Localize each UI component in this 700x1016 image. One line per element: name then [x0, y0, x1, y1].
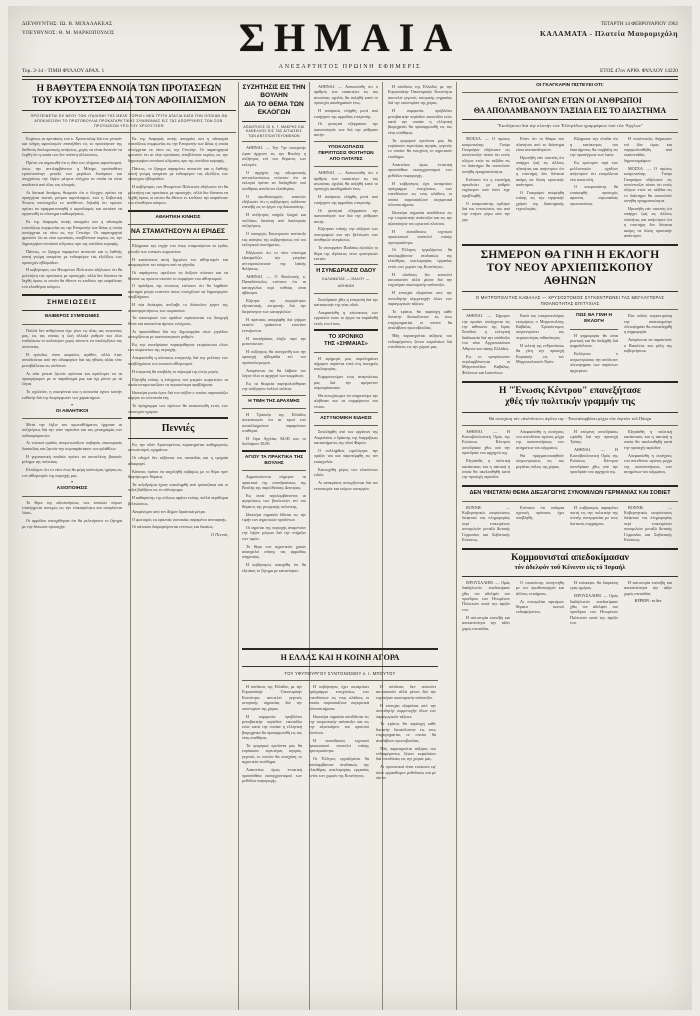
column-divider-2 — [238, 82, 239, 1010]
masthead-rule-second — [22, 79, 678, 80]
common-market-rule-2 — [242, 680, 438, 681]
police-body: Συνελήφθη υπό των οργάνων της Ασφαλείας ο δράστης της διαρρήξεως καταστήματος της οδού Φαρών. Ο συλληφθείς ωμολόγησε την πράξιν του και παρεπέμφθη εις τον εισαγγελέα. Κατεσχέθη μέρος των κλαπέντων ειδών. Αι ανακρίσεις συνεχίζονται διά τον εντοπισμόν και ετέρων συνεργών. — [314, 429, 378, 491]
center-union-rule-2 — [462, 425, 678, 426]
union-road-body: Συνεδρίασε χθες η επιτροπή διά την κατασκευήν της νέας οδού. Απεφασίσθη η επίσπευσις των εργασιών ώστε το έργον να παραδοθή εντός του έτους. — [314, 296, 378, 326]
center-union-col-b — [516, 429, 564, 483]
price-body: Η Τράπεζα της Ελλάδος ανεκοίνωσεν ότι αι τιμαί των συναλλαγμάτων παραμένουν σταθεραί. Η λίρα Αγγλίας 84,00 και το δολλάριον 30,00. — [242, 411, 306, 447]
column-right-package — [462, 82, 678, 1010]
masthead-right-info — [518, 20, 678, 38]
column-divider-5 — [456, 82, 457, 1010]
parliament-rule — [242, 121, 306, 122]
archbishop-col-a — [462, 313, 510, 377]
communists-body-b: Ο επισκέπτης συνηντήθη με τον πρωθυπουργόν και άλλους επισήμους. Αι συνομιλίαι αφεώρων θέματα κοινού ενδιαφέροντος. — [516, 579, 564, 615]
editor-line: ΔΙΕΥΘΥΝΤΗΣ: ΙΩ. Β. ΜΙΧΑΛΑΚΕΑΣ — [22, 21, 113, 27]
penny-title: Πεννιές — [161, 423, 195, 435]
gagarin-body-a: ΜΟΣΧΑ. — Ο πρώτος κοσμοναύτης Γιούρι Γκαγκάριν εδήλωσεν εις συνέντευξιν τύπου ότι εντός ολίγων ετών τα ταξίδια εις το διάστημα θα αποτελούν συνήθη πραγματικότητα. Ετόνισεν ότι η επιστήμη προοδεύει με ρυθμόν ταχύτερον από όσον είχε προβλεφθή. Ο κοσμοναύτης ομίλησε διά τας εντυπώσεις του από την πτήσιν γύρω από την γην. — [462, 136, 510, 222]
gagarin-kicker: ΟΙ ΓΚΑΓΚΑΡΙΝ ΠΙΣΤΕΥΕΙ ΟΤΙ: — [536, 83, 604, 88]
union-road-rule — [314, 264, 378, 265]
archbishop-how-title: ΠΩΣ ΘΑ ΓΙΝΗ Η ΕΚΛΟΓΗ — [576, 313, 612, 325]
lead-rule — [22, 110, 236, 111]
notes2-rule — [22, 418, 122, 419]
archbishop-headline-2: ΤΟΥ ΝΕΟΥ ΑΡΧΙΕΠΙΣΚΟΠΟΥ ΑΘΗΝΩΝ — [486, 262, 654, 288]
archbishop-col-b — [516, 313, 564, 377]
communists-headline-2: τόν ἀδελφόν τοῦ Κένεντυ εἰς τό Ἰσραήλ — [514, 564, 626, 572]
gagarin-subheadline: "Εκπλήκτου διά τήν κλοπήν τών Ἑλληνίδων γραμμάριον ὑπό τῶν Ἄγγλων" — [497, 123, 643, 129]
communists-col-d — [624, 580, 672, 634]
notes2-separator-dot: • — [70, 480, 74, 487]
germany-body-a: ΒΟΝΝΗ. — Κυβερνητικός εκπρόσωπος διέψευσε τας πληροφορίας περί επικειμένων συνομιλιών μεταξύ Δυτικής Γερμανίας και Σοβιετικής Ενώσεως. — [462, 504, 510, 542]
students-section-title: ΥΠΟΚΛΟΠΑΙΣΙΣ — [327, 144, 364, 150]
gagarin-rule — [462, 92, 678, 93]
germany-col-c — [570, 505, 618, 545]
germany-col-d — [624, 505, 672, 545]
center-union-col-d — [624, 429, 672, 483]
center-union-body-d: Εξητάσθη η πολιτική κατάστασις και η τακτική η οποία θα ακολουθηθή κατά την προσεχή περίοδον. Απεφασίσθη η συνέχισις του ανενδότου αγώνος μέχρι της ικανοποιήσεως των αιτημάτων του κόμματος. — [624, 428, 672, 475]
notes-separator-dot: • — [70, 402, 74, 409]
parliament-headline-1: ΣΥΖΗΤΗΣΙΣ ΕΙΣ ΤΗΝ ΒΟΥΛΗΝ — [242, 84, 306, 100]
newspaper-title: ΣΗΜΑΙΑ — [238, 15, 462, 60]
notes-top-rule — [22, 294, 122, 296]
communists-body-d: Η αστυνομία επενέβη και απεκατέστησε την τάξιν χωρίς επεισόδια. — [624, 579, 672, 596]
common-market-package — [242, 645, 438, 786]
archbishop-top-rule — [462, 244, 678, 246]
common-market-rule — [242, 666, 438, 667]
common-market-top-rule — [242, 648, 438, 650]
sport-body: Εξέφρασε την ευχήν του όπως σταματήσουν αι έριδες μεταξύ των τοπικών σωματείων. Η κατάστασις αυτή ζημιώνει τον αθλητισμόν και απομακρύνει τον κόσμον από τα γήπεδα. Οι παράγοντες οφείλουν να δείξουν σύνεσιν και να θέσουν ως πρώτον σκοπόν το συμφέρον του αθλητισμού. Ο πρόεδρος της ενώσεως ετόνισεν ότι θα ληφθούν αυστηρά μέτρα εναντίον όσων συνεχίζουν να δημιουργούν προβλήματα. Η νέα διοίκησις ανέλαβε το δύσκολον έργον της ανασυγκροτήσεως των σωματείων. Τα οικονομικά των ομάδων ευρίσκονται εις δυσχερή θέσιν και απαιτείται άμεσος ενίσχυσις. Αι προσπάθειαι διά την δημιουργίαν νέων γηπέδων συνεχίζονται με ικανοποιητικόν ρυθμόν. Εις την συνεδρίασιν παρευρέθησαν εκπρόσωποι όλων των σωματείων της περιοχής. Απεφασίσθη η σύστασις επιτροπής διά την μελέτην των προβλημάτων του τοπικού αθλητισμού. Η επιτροπή θα υποβάλη το πόρισμά της εντός μηνός. Εζητήθη επίσης η ενίσχυσις των μικρών σωματείων τα οποία αντιμετωπίζουν τα περισσότερα προβλήματα. Ιδιαιτέρα μνεία έγινε διά τον στίβον ο οποίος παρουσιάζει κάμψιν τα τελευταία έτη. Το πρόγραμμα των αγώνων θα ανακοινωθή εντός των προσεχών ημερών. — [128, 243, 228, 414]
price-rule — [242, 395, 306, 396]
gagarin-body-b: Είπεν ότι το θέαμα του πλανήτου από το διάστημα είναι ανεπανάληπτον. Ηρωτήθη εάν πιστεύη ότι υπάρχει ζωή εις άλλους πλανήτας και απήντησεν ότι η επιστήμη δεν δύναται ακόμη να δώση οριστικήν απάντησιν. Ο Γκαγκάριν ανεφέρθη επίσης εις την ειρηνικήν χρήσιν της διαστημικής τεχνολογίας. — [516, 136, 564, 212]
germany-col-b — [516, 505, 564, 545]
masthead — [22, 16, 678, 72]
archbishop-headline-1: ΣΗΜΕΡΟΝ ΘΑ ΓΙΝΗ Η ΕΚΛΟΓΗ — [480, 249, 660, 262]
common-market-body-b: Η κυβέρνησις έχει καταρτίσει πρόγραμμα ενισχύσεως των επενδύσεων εις τους κλάδους οι οποίοι παρουσιάζουν συγκριτικά πλεονεκτήματα. Ιδιαιτέρα σημασία αποδίδεται εις την τουριστικήν ανάπτυξιν και εις την αξιοποίησιν του ορυκτού πλούτου. Η εκπαίδευσις τεχνικού προσωπικού αποτελεί επίσης προτεραιότητα. Οι Έλληνες εργαζόμενοι θα απολαμβάνουν σταδιακώς της ελευθέρας κυκλοφορίας εργασίας εντός των χωρών της Κοινότητος. — [309, 684, 369, 778]
masthead-rule — [22, 76, 678, 77]
notes2-title: ΟΙ ΑΘΛΗΤΙΚΟΙ — [55, 408, 89, 414]
archbishop-rule — [462, 291, 678, 292]
police-rule — [314, 412, 378, 413]
center-union-col-c — [570, 429, 618, 483]
notes-body: Πολλά δεν ανθρώπινα είχε γίνει εις όλας τας κοινωνίας μας, εις τας οποίας η ζωή άλλαξε ρυθμόν και όλοι επιδιώκουν το καλύτερον χωρίς πάντοτε να υπολογίζουν τας συνεπείας. Η πρόοδος είναι ασφαλώς αγαθόν, αλλά όταν συνοδεύεται από την αδιαφορίαν διά τας ηθικάς αξίας τότε μεταβάλλεται εις κίνδυνον. Αι νέαι γενεαί ζητούν πρότυπα και οφείλομεν να τα προσφέρωμεν με το παράδειγμά μας και όχι μόνον με τα λόγια. Το σχολείον, η οικογένεια και η κοινωνία έχουν κοινήν ευθύνην διά την διαμόρφωσιν των χαρακτήρων. — [22, 327, 122, 400]
gagarin-col-d — [624, 136, 672, 241]
sport-headline: ΝΑ ΣΤΑΜΑΤΗΣΟΥΝ ΑΙ ΕΡΙΔΕΣ — [131, 228, 225, 236]
archbishop-rule-2 — [462, 309, 678, 310]
police-title: ΑΣΤΥΝΟΜΙΚΗ ΕΙΔΗΣΙΣ — [320, 416, 372, 422]
common-market-col-c — [376, 684, 436, 786]
parliament-headline-2: ΔΙΑ ΤΟ ΘΕΜΑ ΤΩΝ ΕΚΛΟΓΩΝ — [244, 100, 304, 117]
gagarin-headline-1: ΕΝΤΟΣ ΟΛΙΓΩΝ ΕΤΩΝ ΟΙ ΑΝΘΡΩΠΟΙ — [498, 96, 642, 106]
column-divider-3 — [309, 82, 310, 1010]
lead-headline-line2: ΤΟΥ ΚΡΟΥΣΤΣΕΦ ΔΙΑ ΤΟΝ ΑΦΟΠΛΙΣΜΟΝ — [32, 95, 226, 106]
sport-rule — [128, 224, 228, 225]
column-3 — [242, 82, 306, 1010]
germany-body-d: ΒΟΝΝΗ. — Κυβερνητικός εκπρόσωπος διέψευσε τας πληροφορίας περί επικειμένων συνομιλιών μεταξύ Δυτικής Γερμανίας και Σοβιετικής Ενώσεως. — [624, 504, 672, 542]
newspaper-subtitle: ΑΝΕΞΑΡΤΗΤΟΣ ΠΡΩΙΝΗ ΕΦΗΜΕΡΙΣ — [278, 64, 422, 70]
germany-body-b: Ετόνισεν ότι ουδεμία σχετική πρότασις έχει υποβληθή. — [516, 504, 564, 521]
volume-price: Τομ. 2-14 - ΤΙΜΗ ΦΥΛΛΟΥ ΔΡΑΧ. 1 — [22, 68, 105, 74]
column-5 — [388, 82, 452, 1010]
columns-container — [22, 82, 678, 1010]
column-1-body — [22, 136, 122, 537]
germany-top-rule — [462, 485, 678, 487]
issue-date: ΤΕΤΑΡΤΗ 14 ΦΕΒΡΟΥΑΡΙΟΥ 1962 — [600, 21, 678, 27]
lead-rule-2 — [22, 132, 236, 133]
gagarin-headline-2: ΘΑ ΑΠΟΛΑΜΒΑΝΟΥΝ ΤΑΞΙΔΙΑ ΕΙΣ ΤΟ ΔΙΑΣΤΗΜΑ — [473, 106, 667, 116]
gagarin-col-b — [516, 136, 564, 241]
germany-headline: ΔΕΝ ΥΦΙΣΤΑΤΑΙ ΘΕΜΑ ΔΙΕΞΑΓΩΓΗΣ ΣΥΝΟΜΙΛΙΩΝ ΓΕΡΜΑΝΙΑΣ ΚΑΙ ΣΟΒΙΕΤ — [469, 490, 671, 497]
column-5-top-body: Η σύνδεσις της Ελλάδος με την Ευρωπαϊκήν Οικονομικήν Κοινότητα αποτελεί γεγονός ιστορικής σημασίας διά την οικονομίαν της χώρας. Η συμφωνία προβλέπει μεταβατικήν περίοδον εικοσιδύο ετών κατά την οποίαν η ελληνική βιομηχανία θα προσαρμοσθή εις τας νέας συνθήκας. Τα γεωργικά προϊόντα μας θα ευρίσκουν ευρυτέρας αγοράς, γεγονός το οποίον θα ενισχύση το αγροτικόν εισόδημα. Απαιτείται όμως εντατική προσπάθεια εκσυγχρονισμού των μεθόδων παραγωγής. Η κυβέρνησις έχει καταρτίσει πρόγραμμα ενισχύσεως των επενδύσεων εις τους κλάδους οι οποίοι παρουσιάζουν συγκριτικά πλεονεκτήματα. Ιδιαιτέρα σημασία αποδίδεται εις την τουριστικήν ανάπτυξιν και εις την αξιοποίησιν του ορυκτού πλούτου. Η εκπαίδευσις τεχνικού προσωπικού αποτελεί επίσης προτεραιότητα. Οι Έλληνες εργαζόμενοι θα απολαμβάνουν σταδιακώς της ελευθέρας κυκλοφορίας εργασίας εντός των χωρών της Κοινότητος. Η σύνδεσις δεν αποτελεί αυτοσκοπόν αλλά μέσον διά την ταχυτέραν οικονομικήν ανάπτυξιν. Η επιτυχία εξαρτάται από την συνειδητήν συμμετοχήν όλων των παραγωγικών τάξεων. Το κράτος θα παράσχη κάθε δυνατήν διευκόλυνσιν εις τους επιχειρηματίας οι οποίοι θα αναλάβουν πρωτοβουλίας. Ήδη παρατηρείται αύξησις του ενδιαφέροντος ξένων κεφαλαίων διά επενδύσεις εις την χώραν μας. — [388, 84, 452, 349]
archbishop-body-d: Εάν ουδείς συγκεντρώση την απαιτουμένην πλειοψηφίαν θα επαναληφθή η ψηφοφορία. Αναμένεται να παραστούν ο Βασιλεύς και μέλη της κυβερνήσεως. — [624, 313, 672, 354]
common-market-headline: Η ΕΛΛΑΣ ΚΑΙ Η ΚΟΙΝΗ ΑΓΟΡΑ — [280, 653, 400, 662]
students-body: ΑΘΗΝΑΙ. — Ανεκοινώθη ότι ο αριθμός των εισακτέων εις τας ανωτάτας σχολάς θα αυξηθή κατά το προσεχές ακαδημαϊκόν έτος. Η απόφασις ελήφθη μετά από εισήγησιν της αρμοδίας επιτροπής. Οι φοιτηταί εξέφρασαν την ικανοποίησίν των διά την ρύθμισιν αυτήν. Εζήτησαν επίσης την αύξησιν των υποτροφιών και την βελτίωσιν των συνθηκών στεγάσεως. Το υπουργείον Παιδείας εξετάζει το θέμα της ιδρύσεως νέων φοιτητικών εστιών. — [314, 170, 378, 261]
center-union-body-b: Απεφασίσθη η συνέχισις του ανενδότου αγώνος μέχρι της ικανοποιήσεως των αιτημάτων του κόμματος. Θα πραγματοποιηθούν συγκεντρώσεις εις τας μεγάλας πόλεις της χώρας. — [516, 428, 564, 469]
penny-top-rule — [128, 417, 228, 419]
parliament-body: ΑΘΗΝΑΙ. — Την 7ην εσπερινήν ώραν ήρχισεν εις την Βουλήν η συζήτησις επί του θέματος των εκλογών. Ο αρχηγός της αξιωματικής αντιπολιτεύσεως ετόνισεν ότι αι εκλογαί πρέπει να διεξαχθούν υπό συνθήκας απολύτου ελευθερίας. Ο πρωθυπουργός απαντών εδήλωσεν ότι η κυβέρνησις ουδέποτε επενέβη εις το έργον της δικαιοσύνης. Η συζήτησις υπήρξε ζωηρά και πολλάκις διεκόπη από διαλογικάς συζητήσεις. Ο υπουργός Εσωτερικών ανέπτυξε τας απόψεις της κυβερνήσεως επί του εκλογικού συστήματος. Εδήλωσεν ότι το νέον σύστημα εξασφαλίζει την γνησίαν αντιπροσώπευσιν της λαϊκής θελήσεως. ΑΘΗΝΑΙ. — Ο Βουλευτής κ. Παπαδόπουλος ετόνισεν ότι αι καταγγελίαι περί νοθείας είναι αβάσιμοι. Εζήτησε την συγκρότησιν εξεταστικής επιτροπής διά την διερεύνησιν των καταγγελιών. Η πρότασις απερρίφθη διά ψήφων εκατόν τριάκοντα εναντίον ενενήκοντα. Η συνεδρίασις έληξε περί την μεσονύκτιον. Η συζήτησις θα συνεχισθή και την προσεχή εβδομάδα επί του προϋπολογισμού. Αναμένεται ότι θα λάβουν τον λόγον όλοι οι αρχηγοί των κομμάτων. Εις τα θεωρεία παρηκολούθησαν την συζήτησιν πολλοί πολίται. — [242, 145, 306, 392]
column-4 — [314, 82, 378, 1010]
sport-rule-2 — [128, 239, 228, 240]
penny-rule — [128, 438, 228, 439]
notes3-body: Το θέμα της αξιοποιήσεως των τοπικών πόρων επανέρχεται συνεχώς εις την επικαιρότητα και αναμένεται λύσις. Οι αρμόδιοι υπεσχέθησαν ότι θα μελετήσουν το ζήτημα με την δέουσαν προσοχήν. — [22, 499, 122, 529]
communists-col-b — [516, 580, 564, 634]
responsible-line: ΥΠΕΥΘΥΝΟΣ: Θ. Μ. ΜΑΡΚΟΠΟΥΛΟΣ — [22, 30, 115, 36]
column-4-top-body: ΑΘΗΝΑΙ. — Ανεκοινώθη ότι ο αριθμός των εισακτέων εις τας ανωτάτας σχολάς θα αυξηθή κατά το προσεχές ακαδημαϊκόν έτος. Η απόφασις ελήφθη μετά από εισήγησιν της αρμοδίας επιτροπής. Οι φοιτηταί εξέφρασαν την ικανοποίησίν των διά την ρύθμισιν αυτήν. — [314, 84, 378, 138]
notes3-title: ΑΞΙΟΠΟΙΗΣΙΣ — [56, 486, 88, 492]
common-market-body-a: Η σύνδεσις της Ελλάδος με την Ευρωπαϊκήν Οικονομικήν Κοινότητα αποτελεί γεγονός ιστορικής σημασίας διά την οικονομίαν της χώρας. Η συμφωνία προβλέπει μεταβατικήν περίοδον εικοσιδύο ετών κατά την οποίαν η ελληνική βιομηχανία θα προσαρμοσθή εις τας νέας συνθήκας. Τα γεωργικά προϊόντα μας θα ευρίσκουν ευρυτέρας αγοράς, γεγονός το οποίον θα ενισχύση το αγροτικόν εισόδημα. Απαιτείται όμως εντατική προσπάθεια εκσυγχρονισμού των μεθόδων παραγωγής. — [242, 684, 302, 783]
minutes-title: ΑΓΙΟΥ ΤΑ ΠΡΑΚΤΙΚΑ ΤΗΣ ΒΟΥΛΗΣ — [244, 454, 304, 466]
newspaper-sheet — [8, 6, 692, 1010]
students-rule — [314, 141, 378, 142]
notes-rule-2 — [22, 324, 122, 325]
parliament-kicker: ΑΠΑΝΤΗΣΙΣ ΟΙ Κ. Γ. ΜΑΚΡΗΣ ΚΑΙ ΚΑΝΕΛΛΟΣ ΕΙΣ ΤΑΣ ΑΙΤΙΑΣΕΙΣ ΤΩΝ ΑΝΤΙΠΟΛΙΤΕΥΟΜΕΝΩΝ — [243, 124, 305, 138]
communists-rule — [462, 576, 678, 577]
gagarin-col-c — [570, 136, 618, 241]
lead-body-2: Εκ της διαφοράς αυτής απορρέει και η αδυναμία επιτεύξεως συμφωνίας εις την Επιτροπήν των Δέκα, η οποία συνέρχεται εκ νέου εις την Γενεύην. Οι παρατηρηταί φρονούν ότι αι νέαι προτάσεις αποβλέπουν κυρίως εις την δημιουργίαν ευνοϊκού κλίματος προ της συνόδου κορυφής. Πάντως, το ζήτημα παραμένει ανοικτόν και η διεθνής κοινή γνώμη αναμένει με ενδιαφέρον τας εξελίξεις των προσεχών εβδομάδων. Η κυβέρνησις των Ηνωμένων Πολιτειών εδήλωσεν ότι θα μελετήση τας προτάσεις με προσοχήν, αλλά δεν δύναται να δεχθή όρους οι οποίοι θα έθετον εν κινδύνω την ασφάλειαν του ελευθέρου κόσμου. — [128, 136, 228, 206]
archbishop-body-c: Η ψηφοφορία θα είναι μυστική και θα διεξαχθή διά ψηφοδελτίων. Εκλέγεται ο συγκεντρώσας την απόλυτον πλειοψηφίαν των παρόντων αρχιερέων. — [570, 332, 618, 373]
archbishop-col-d — [624, 313, 672, 377]
archbishop-subheadline: Ο ΜΗΤΡΟΠΟΛΙΤΗΣ ΚΑΒΑΛΑΣ — ΧΡΥΣΟΣΤΟΜΟΣ ΣΥΓΚΕΝΤΡΩΝΕΙ ΤΑΣ ΜΕΓΑΛΥΤΕΡΑΣ ΠΙΘΑΝΟΤΗΤΑΣ ΕΠΙΤΥΧΙΑΣ — [475, 295, 665, 306]
penny-body: Εις την οδόν Αριστομένους παρατηρείται καθημερινώς συνωστισμός οχημάτων. Οι οδηγοί δεν σέβονται τας πινακίδας και η τροχαία αδιαφορεί. Κάποιος πρέπει να ασχοληθή σοβαρώς με το θέμα πριν θρηνήσωμεν θύματα. Τα πεζοδρόμια έχουν καταληφθή από τραπεζάκια και οι πεζοί βαδίζουν εις το οδόστρωμα. Η καθαριότης της πόλεως αφήνει επίσης πολλά περιθώρια βελτιώσεως. Αναμένομεν από τον Δήμον δραστικά μέτρα. Ο φωτισμός εις αρκετάς συνοικίας παραμένει ανεπαρκής. Οι κάτοικοι διαμαρτύρονται εντόνως και δικαίως. — [128, 442, 228, 530]
notes3-rule — [22, 496, 122, 497]
common-market-col-b — [309, 684, 369, 786]
center-union-headline-2: χθές τήν πολιτικήν γραμμήν της — [505, 397, 635, 408]
notes-title: ΣΗΜΕΙΩΣΕΙΣ — [47, 299, 97, 307]
lead-headline-line1: Η ΒΑΘΥΤΕΡΑ ΕΝΝΟΙΑ ΤΩΝ ΠΡΟΤΑΣΕΩΝ — [36, 84, 222, 94]
sport-top-rule — [128, 210, 228, 212]
gagarin-rule-2 — [462, 119, 678, 120]
archbishop-how-rule — [570, 329, 618, 330]
center-union-body-c: Η επόμενη συνεδρίασις ωρίσθη διά την προσεχή Τρίτην. ΑΘΗΝΑΙ. — Η Κοινοβουλευτική Ομάς της Ενώσεως Κέντρου συνεδρίασε χθες υπό την προεδρίαν του αρχηγού της. — [570, 428, 618, 475]
students-headline: ΠΕΡΙΠΤΩΣΙΣ ΦΟΙΤΗΤΩΝ ΑΠΟ ΠΑΤΑΤΕΣ — [318, 150, 374, 163]
year-issue: ΕΤΟΣ 47ον ΑΡΙΘ. ΦΥΛΛΟΥ 14220 — [600, 68, 678, 74]
chronicle-body: Η εφημερίς μας συμπληρώνει σήμερον σαράντα επτά έτη συνεχούς κυκλοφορίας. Ευχαριστούμεν τους αναγνώστας μας διά την αμέριστον συμπαράστασιν. Θα συνεχίσωμεν να υπηρετούμε την αλήθειαν και τα συμφέροντα του τόπου. — [314, 355, 378, 409]
lead-body-1: Εσχάτως αι προτάσεις του κ. Χρουστσώφ διά τον γενικόν και πλήρη αφοπλισμόν επανήλθον εις το προσκήνιον της διεθνούς διπλωματικής κινήσεως, χωρίς να είναι δυνατόν να λεχθή ότι η ουσία των δεν υπέστη αλλοιώσεις. Πρέπει να σημειωθή ότι η ιδέα του πλήρους αφοπλισμού, όπως την αντιλαμβάνεται η Μόσχα, προϋποθέτει εμπιστοσύνην μεταξύ των μεγάλων δυνάμεων και συγχρόνως την λήψιν μέτρων ελέγχου τα οποία να είναι αποδεκτά από όλας τας πλευράς. Αι δυτικαί δυνάμεις θεωρούν ότι ο έλεγχος πρέπει να προηγήται παντός μέτρου αφοπλισμού, ενώ η Σοβιετική Ένωσις υποστηρίζει το αντίθετον, δηλαδή ότι πρώτον πρέπει να πραγματοποιηθή ο αφοπλισμός και κατόπιν να οργανωθή το σύστημα επιθεωρήσεως. Εκ της διαφοράς αυτής απορρέει και η αδυναμία επιτεύξεως συμφωνίας εις την Επιτροπήν των Δέκα, η οποία συνέρχεται εκ νέου εις την Γενεύην. Οι παρατηρηταί φρονούν ότι αι νέαι προτάσεις αποβλέπουν κυρίως εις την δημιουργίαν ευνοϊκού κλίματος προ της συνόδου κορυφής. Πάντως, το ζήτημα παραμένει ανοικτόν και η διεθνής κοινή γνώμη αναμένει με ενδιαφέρον τας εξελίξεις των προσεχών εβδομάδων. Η κυβέρνησις των Ηνωμένων Πολιτειών εδήλωσεν ότι θα μελετήση τας προτάσεις με προσοχήν, αλλά δεν δύναται να δεχθή όρους οι οποίοι θα έθετον εν κινδύνω την ασφάλειαν του ελευθέρου κόσμου. — [22, 136, 122, 289]
germany-col-a — [462, 505, 510, 545]
price-rule-2 — [242, 408, 306, 409]
center-union-col-a — [462, 429, 510, 483]
common-market-col-a — [242, 684, 302, 786]
chronicle-rule — [314, 329, 378, 331]
city-line: ΚΑΛΑΜΑΤΑ - Πλατεία Μαυρομιχάλη — [540, 29, 678, 38]
archbishop-body-a: ΑΘΗΝΑΙ. — Σήμερον την πρωίαν συνέρχεται εις την αίθουσαν της Ιεράς Συνόδου η εκλογική διαδικασία διά την ανάδειξιν του νέου Αρχιεπισκόπου Αθηνών και πάσης Ελλάδος. Εις το τριπρόσωπον περιλαμβάνονται οι Μητροπολίται Καβάλας, Φιλίππων και Ιωαννίνων. — [462, 313, 510, 375]
lead-kicker: ΠΡΟΤΕΙΝΕΤΑΙ ΕΚ ΝΕΟΥ ΤΩΝ «ΓΑΛΗΝΗ ΤΗΣ ΜΕΛΕ ΤΟΡΗΣ» ΝΕΑ ΤΡΙΤΗ ΑΤΑΞΙΑ ΚΑΤΑ ΤΗΝ ΟΠΟΙΑΝ ΘΑ ΑΠΟΚΛΕΙΣΘΗ ΤΟ ΠΡΩΤΟΒΟΥΛΙΑ ΠΡΟΚΑΤΑΡΚΤΙΚΗΣ ΣΥΜΦΩΝΙΑΣ ΕΙΣ ΤΑΣ ΑΠΟΡΡΙΨΕΙΣ ΤΩΝ ΣΟΒ. ΠΡΟΤΑΣΕΩΝ ΥΠΟ ΤΟΥ ΧΡΟΥΣΤΣΕΦ — [30, 114, 228, 128]
chronicle-title-2: ΤΗΣ «ΣΗΜΑΙΑΣ» — [324, 341, 368, 348]
germany-body-c: Η κυβέρνησις παραμένει πιστή εις την πολιτικήν της στενής συνεργασίας με τους δυτικούς συμμάχους. — [570, 504, 618, 526]
parliament-rule-2 — [242, 141, 306, 142]
communists-top-rule — [462, 548, 678, 550]
center-union-body-a: ΑΘΗΝΑΙ. — Η Κοινοβουλευτική Ομάς της Ενώσεως Κέντρου συνεδρίασε χθες υπό την προεδρίαν του αρχηγού της. Εξητάσθη η πολιτική κατάστασις και η τακτική η οποία θα ακολουθηθή κατά την προσεχή περίοδον. — [462, 428, 510, 480]
center-union-subheadline: Θά συνεχίση τόν «ἀνένδοτον» ἀγῶνα της - Ἐπαναλαμβάνει μέχρι τῶν ἐορτῶν τοῦ Πάσχα — [488, 415, 652, 421]
gagarin-rule-3 — [462, 132, 678, 133]
gagarin-body-d: Η συνέντευξις διήρκεσεν επί δύο ώρας και παρηκολουθήθη από εκατοντάδας δημοσιογράφων. ΜΟΣΧΑ. — Ο πρώτος κοσμοναύτης Γιούρι Γκαγκάριν εδήλωσεν εις συνέντευξιν τύπου ότι εντός ολίγων ετών τα ταξίδια εις το διάστημα θα αποτελούν συνήθη πραγματικότητα. Ηρωτήθη εάν πιστεύη ότι υπάρχει ζωή εις άλλους πλανήτας και απήντησεν ότι η επιστήμη δεν δύναται ακόμη να δώση οριστικήν απάντησιν. — [624, 136, 672, 239]
center-union-top-rule — [462, 381, 678, 383]
notes-rule — [22, 310, 122, 311]
minutes-rule — [242, 450, 306, 452]
minutes-body: Δημοσιεύονται σήμερον τα πρακτικά της συνεδριάσεως της Βουλής της παρελθούσης Δευτέρας. Εις αυτά περιλαμβάνονται αι αγορεύσεις των βουλευτών επί του θέματος της γεωργικής πολιτικής. Ιδιαιτέρα σημασία δίδεται εις την τιμήν των αγροτικών προϊόντων. Οι αγρόται της περιοχής αναμένουν την λήψιν μέτρων διά την στήριξιν των τιμών. Το θέμα των αγροτικών χρεών απασχολεί επίσης τας αρμοδίας υπηρεσίας. Η κυβέρνησις υπεσχέθη ότι θα εξετάση το ζήτημα με κατανόησιν. — [242, 474, 306, 573]
union-road-subtitle: ΚΑΛΑΜΑΤΑΣ — ΘΑΛΟΥ — ΑΘΗΝΩΝ — [322, 276, 370, 288]
notes2-body: Μετά την λήξιν του πρωταθλήματος ήρχισαν αι συζητήσεις διά την νέαν περίοδον και τας μεταγραφάς των ποδοσφαιριστών. Αι τοπικαί ομάδες αντιμετωπίζουν σοβαράς οικονομικάς δυσκολίας και ζητούν την συμπαράστασιν των φιλάθλων. Η γυμναστική παιδεία πρέπει να αποτελέση βασικόν μέλημα της πολιτείας. Ελπίζομεν ότι το νέον έτος θα φέρη καλυτέρας ημέρας εις τον αθλητισμόν της περιοχής μας. — [22, 421, 122, 478]
column-lead — [22, 82, 236, 1010]
union-road-rule-2 — [314, 293, 378, 294]
center-union-rule — [462, 412, 678, 413]
archbishop-body-b: Κατά τας επικρατεστέρας εκτιμήσεις ο Μητροπολίτης Καβάλας Χρυσόστομος συγκεντρώνει τας περισσοτέρας πιθανότητας. Η τελετή της ενθρονίσεως θα γίνη την προσεχή Κυριακήν εις τον Μητροπολιτικόν Ναόν. — [516, 313, 564, 364]
sport-section-title: ΑΘΛΗΤΙΚΗ ΚΙΝΗΣΙΣ — [155, 214, 201, 220]
center-union-headline-1: Η "Ένωσις Κέντρου" επανεξήτασε — [499, 385, 641, 396]
common-market-byline: ΤΟΥ ΥΦΥΠΟΥΡΓΟΥ ΣΥΝΤΟΝΙΣΜΟΥ κ. Ι. ΜΠΟΥΤΟΥ — [284, 671, 396, 676]
kyrion-note: ΚΥΡΙΟΝ : το δεν — [634, 598, 662, 603]
gagarin-col-a — [462, 136, 510, 241]
germany-rule — [462, 501, 678, 502]
penny-signature: Ο Πεννιές — [211, 532, 228, 538]
police-rule-2 — [314, 425, 378, 426]
notes-subtitle: ΘΛΙΒΕΡΟΣ ΣΥΜΦΩΝΙΕΣ — [44, 314, 100, 320]
chronicle-title-1: ΤΟ ΧΡΟΝΙΚΟ — [328, 334, 364, 341]
archbishop-col-c — [570, 313, 618, 377]
students-rule-2 — [314, 166, 378, 167]
communists-headline-1: Κομμουνισταί απεδοκίμασαν — [511, 552, 629, 563]
gagarin-body-c: Εξέφρασε την ελπίδα ότι η κατάκτησις του διαστήματος θα συμβάλη εις την προσέγγισιν των λαών. Εις ερώτησιν περί των μελλοντικών σχεδίων απήντησεν ότι ετοιμάζεται νέα αποστολή. Ο κοσμοναύτης θα επισκεφθή προσεχώς αρκετάς ευρωπαϊκάς πρωτευούσας. — [570, 136, 618, 206]
union-road-title: Η ΣΥΝΕΔΡΙΑΣΙΣ ΟΔΟΥ — [316, 268, 376, 275]
chronicle-rule-2 — [314, 352, 378, 353]
column-divider-4 — [382, 82, 383, 1010]
communists-col-a — [462, 580, 510, 634]
common-market-body-c: Η σύνδεσις δεν αποτελεί αυτοσκοπόν αλλά μέσον διά την ταχυτέραν οικονομικήν ανάπτυξιν. Η επιτυχία εξαρτάται από την συνειδητήν συμμετοχήν όλων των παραγωγικών τάξεων. Το κράτος θα παράσχη κάθε δυνατήν διευκόλυνσιν εις τους επιχειρηματίας οι οποίοι θα αναλάβουν πρωτοβουλίας. Ήδη παρατηρείται αύξησις του ενδιαφέροντος ξένων κεφαλαίων διά επενδύσεις εις την χώραν μας. Αι προοπτικαί είναι ευοίωνοι εφ' όσον εργασθώμεν μεθοδικώς και με πίστιν. — [376, 684, 436, 781]
communists-col-c — [570, 580, 618, 634]
column-2-body — [128, 136, 228, 537]
communists-body-a: ΙΕΡΟΥΣΑΛΗΜ. — Ομάς διαδηλωτών απεδοκίμασε χθες τον αδελφόν του προέδρου των Ηνωμένων Πολιτειών κατά την άφιξίν του. Η αστυνομία επενέβη και απεκατέστησε την τάξιν χωρίς επεισόδια. — [462, 579, 510, 631]
communists-body-c: Η επίσκεψις θα διαρκέση τρεις ημέρας. ΙΕΡΟΥΣΑΛΗΜ. — Ομάς διαδηλωτών απεδοκίμασε χθες τον αδελφόν του προέδρου των Ηνωμένων Πολιτειών κατά την άφιξίν του. — [570, 579, 618, 626]
price-title: Η ΤΙΜΗ ΤΗΣ ΔΡΑΧΜΗΣ — [248, 398, 300, 404]
minutes-rule-2 — [242, 470, 306, 471]
